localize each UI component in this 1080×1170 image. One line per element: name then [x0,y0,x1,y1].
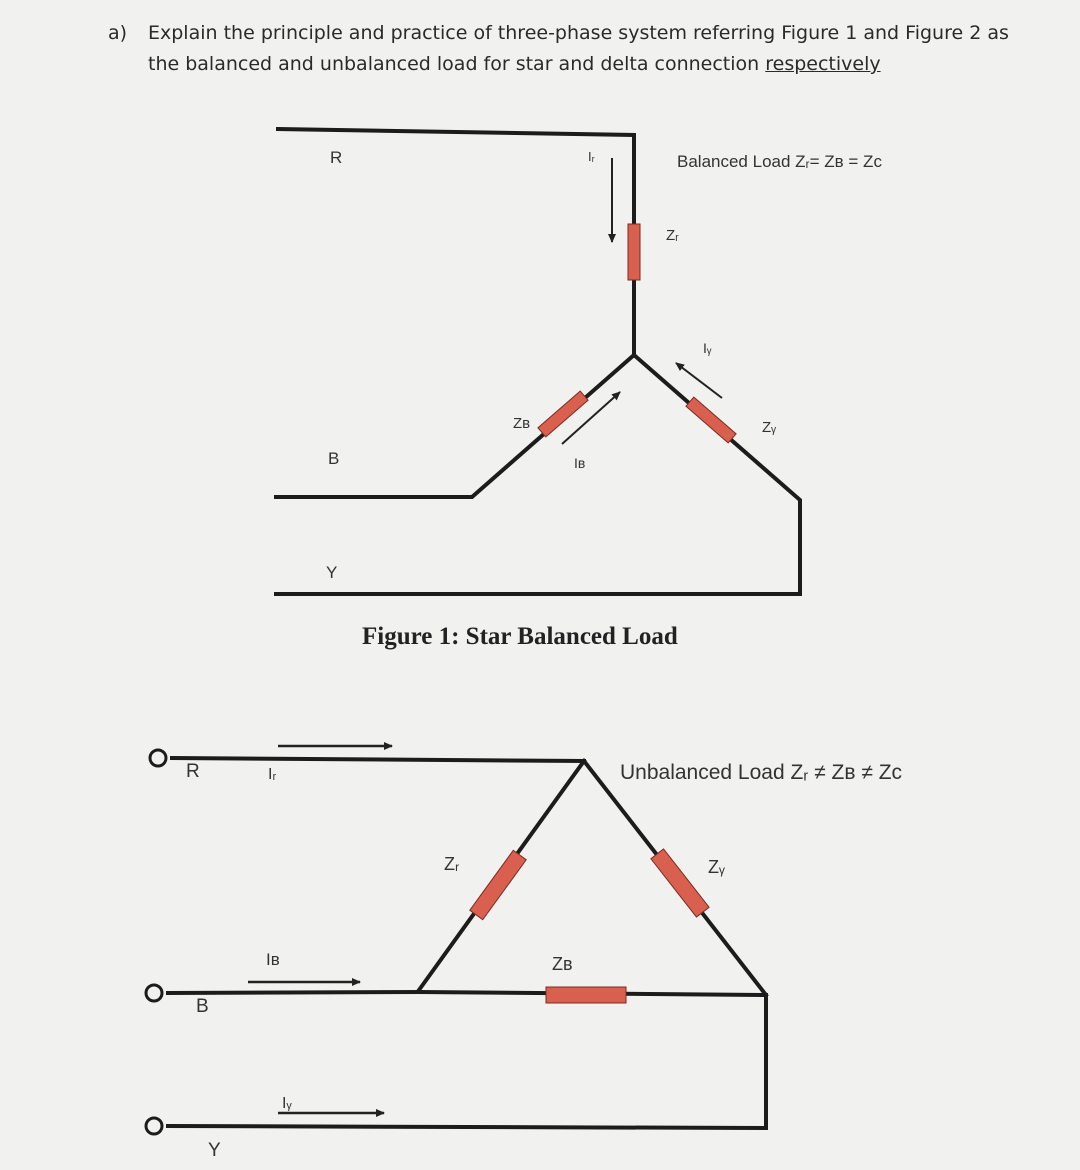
question-text-underlined: respectively [765,53,881,75]
fig2-terminal-y [146,1118,162,1134]
fig2-label-r: R [186,761,200,782]
fig1-current-iy: Iᵧ [703,340,712,356]
fig2-wire-b [168,992,419,993]
question-text-main: Explain the principle and practice of three-phase system referring Figure 1 and Figure 2 as the balanced and unbalanced load for star and delta connection [148,22,1009,75]
fig2-terminal-b [146,985,162,1001]
question-label: a) [108,22,128,44]
figure1-star-diagram [276,129,800,594]
fig1-arrow-iy [676,363,722,398]
fig1-resistor-zy [686,397,736,443]
fig2-wire-y [168,995,766,1128]
fig1-impedance-zy: Zᵧ [762,419,776,436]
fig1-current-ir: Iᵣ [588,149,595,164]
fig2-resistor-zr [470,850,526,919]
fig2-current-ib: Iʙ [266,950,280,969]
fig2-label-b: B [196,996,209,1017]
fig2-load-note: Unbalanced Load Zᵣ ≠ Zʙ ≠ Zc [620,761,903,784]
fig2-resistor-zy [651,849,709,917]
fig1-impedance-zr: Zᵣ [666,227,679,244]
fig2-wire-r [172,758,584,761]
fig2-terminal-r [150,750,166,766]
fig1-impedance-zb: Zʙ [513,415,531,432]
fig1-resistor-zr [628,224,640,280]
fig2-current-iy: Iᵧ [282,1095,292,1112]
fig2-current-ir: Iᵣ [268,766,277,783]
fig1-wire-b [276,355,634,497]
fig2-impedance-zb: Zʙ [552,954,573,974]
fig1-wire-y [276,355,800,594]
fig1-load-note: Balanced Load Zᵣ= Zʙ = Zc [677,152,882,171]
fig2-impedance-zr: Zᵣ [444,854,460,874]
figure2-delta-diagram [168,758,766,1128]
fig1-label-y: Y [326,563,338,582]
fig1-label-r: R [330,148,343,167]
fig1-resistor-zb [538,391,588,437]
fig1-caption: Figure 1: Star Balanced Load [362,623,678,650]
fig1-label-b: B [328,449,340,468]
fig2-resistor-zb [546,987,626,1003]
fig1-current-ib: Iʙ [574,455,586,471]
fig2-label-y: Y [208,1140,221,1161]
fig2-impedance-zy: Zᵧ [708,857,725,877]
